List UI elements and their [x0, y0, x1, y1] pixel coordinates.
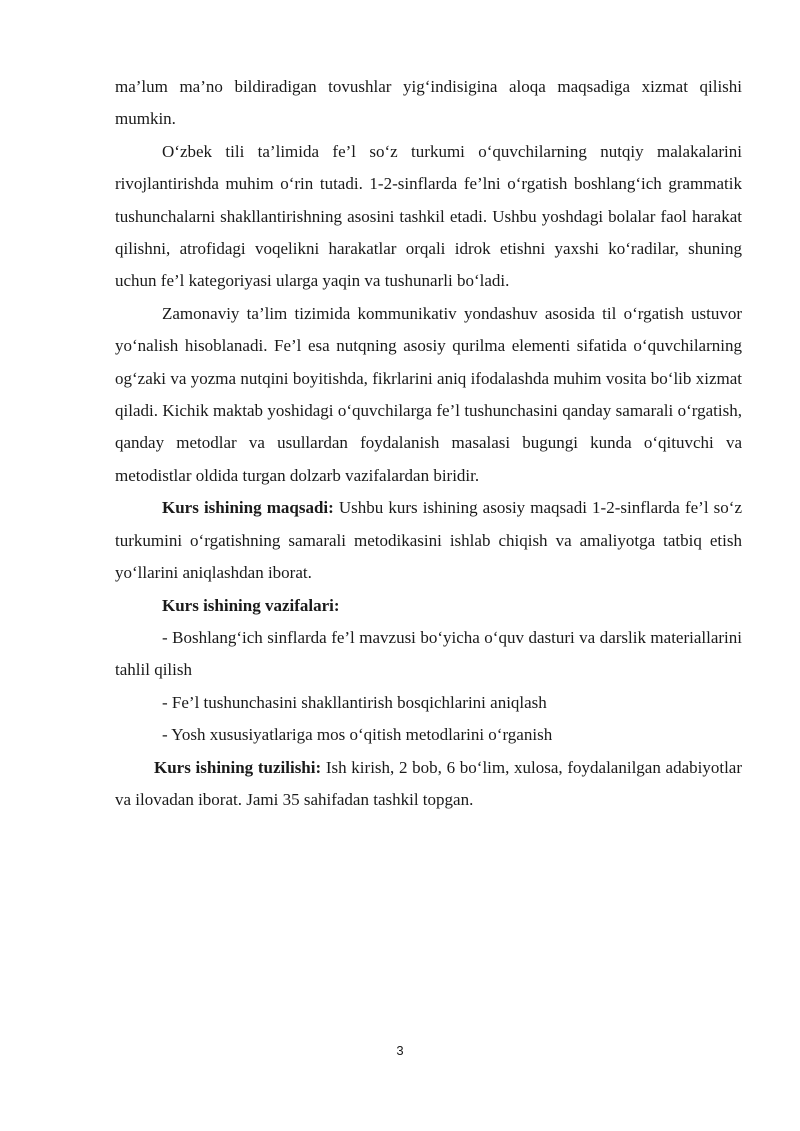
- paragraph-structure: [115, 752, 742, 817]
- paragraph-relevance: Zamonaviy ta’lim tizimida kommunikativ yondashuv asosida til o‘rgatish ustuvor yo‘nalish hisoblanadi. Fe’l esa nutqning asosiy qurilma elementi sifatida o‘quvchilarning og‘zaki va yozma nutqini boyitishda, fikrlarini aniq ifodalashda muhim vosita bo‘lib xizmat qiladi. Kichik maktab yoshidagi o‘quvchilarga fe’l tushunchasini qanday samarali o‘rgatish, qanday metodlar va usullardan foydalanish masalasi bugungi kunda o‘qituvchi va metodistlar oldida turgan dolzarb vazifalardan biridir.: [115, 303, 742, 485]
- goal-label: Kurs ishining maqsadi:: [162, 498, 334, 518]
- paragraph-continuation: ma’lum ma’no bildiradigan tovushlar yig‘indisigina aloqa maqsadiga xizmat qilishi mumkin.: [115, 77, 742, 129]
- task-item-2: - Fe’l tushunchasini shakllantirish bosqichlarini aniqlash: [162, 692, 547, 712]
- paragraph-goal: [115, 492, 742, 589]
- structure-text: Ish kirish, 2 bob, 6 bo‘lim, xulosa, foydalanilgan adabiyotlar va ilovadan iborat. Jami 35 sahifadan tashkil topgan.: [115, 757, 742, 809]
- structure-label: Kurs ishining tuzilishi:: [154, 757, 322, 777]
- tasks-heading: Kurs ishining vazifalari:: [162, 595, 340, 615]
- body-text: [115, 71, 742, 816]
- page-number: 3: [396, 1043, 404, 1058]
- paragraph-intro: O‘zbek tili ta’limida fe’l so‘z turkumi o‘quvchilarning nutqiy malakalarini rivojlantirishda muhim o‘rin tutadi. 1-2-sinflarda fe’lni o‘rgatish boshlang‘ich grammatik tushunchalarni shakllantirishning asosini tashkil etadi. Ushbu yoshdagi bolalar faol harakat qilishni, atrofidagi voqelikni harakatlar orqali idrok etishni yaxshi ko‘radilar, shuning uchun fe’l kategoriyasi ularga yaqin va tushunarli bo‘ladi.: [115, 141, 742, 291]
- task-item-3: - Yosh xususiyatlariga mos o‘qitish metodlarini o‘rganish: [162, 725, 553, 745]
- goal-text: Ushbu kurs ishining asosiy maqsadi 1-2-sinflarda fe’l so‘z turkumini o‘rgatishning samarali metodikasini ishlab chiqish va amaliyotga tatbiq etish yo‘llarini aniqlashdan iborat.: [115, 498, 742, 583]
- task-item-1: - Boshlang‘ich sinflarda fe’l mavzusi bo‘yicha o‘quv dasturi va darslik materiallarini tahlil qilish: [115, 627, 742, 680]
